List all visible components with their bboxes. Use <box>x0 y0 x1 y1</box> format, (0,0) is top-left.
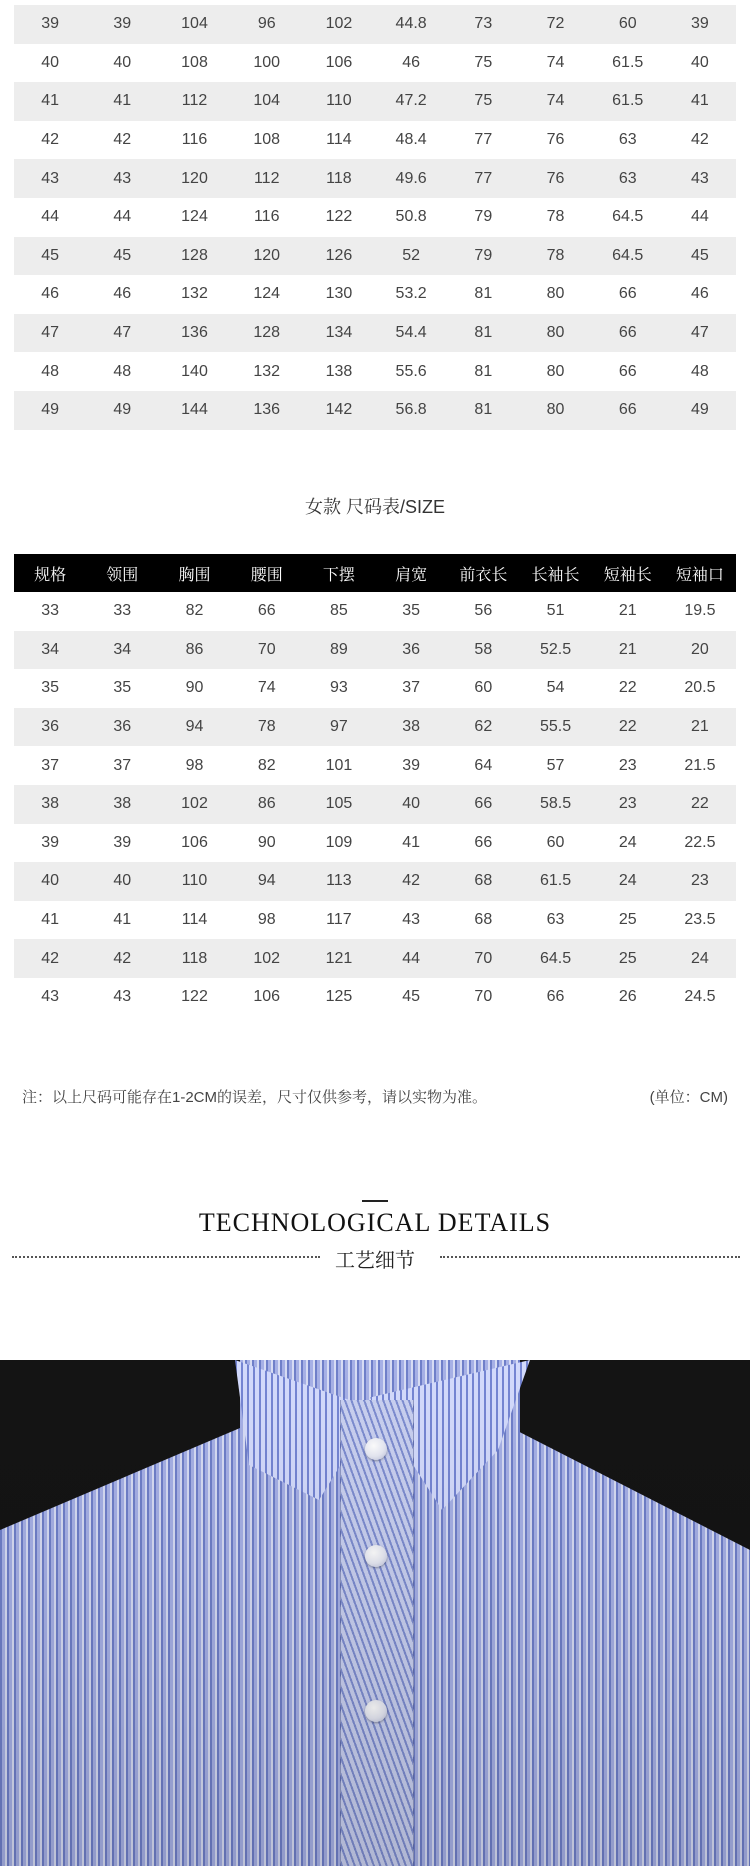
table-cell: 24 <box>618 833 637 851</box>
table-row <box>14 275 736 314</box>
table-cell: 34 <box>41 640 59 658</box>
table-cell: 125 <box>325 988 353 1006</box>
table-cell: 24.5 <box>684 988 716 1006</box>
table-cell: 73 <box>474 15 493 33</box>
table-cell: 116 <box>181 131 208 149</box>
table-cell: 49 <box>113 401 132 419</box>
table-cell: 60 <box>474 679 493 697</box>
table-cell: 96 <box>257 15 276 33</box>
header-cell: 短袖口 <box>675 566 724 584</box>
table-cell: 48 <box>691 362 709 380</box>
table-cell: 116 <box>253 208 280 226</box>
table-cell: 48.4 <box>395 131 427 149</box>
table-cell: 128 <box>253 324 281 342</box>
size-note: 注：以上尺码可能存在1-2CM的误差，尺寸仅供参考，请以实物为准。 <box>22 1089 488 1106</box>
header-cell: 短袖长 <box>603 566 652 584</box>
table-cell: 41 <box>691 92 709 110</box>
table-cell: 40 <box>691 53 709 71</box>
table-cell: 104 <box>253 92 281 110</box>
table-cell: 46 <box>402 53 421 71</box>
table-cell: 46 <box>113 285 132 303</box>
table-cell: 66 <box>474 833 493 851</box>
table-row <box>14 824 736 863</box>
table-cell: 39 <box>113 833 132 851</box>
table-cell: 61.5 <box>539 872 572 890</box>
details-title: TECHNOLOGICAL DETAILS <box>198 1208 552 1237</box>
table-cell: 44 <box>402 949 421 967</box>
header-cell: 下摆 <box>322 566 355 584</box>
table-cell: 78 <box>546 246 565 264</box>
table-cell: 38 <box>41 795 59 813</box>
header-cell: 腰围 <box>250 566 283 584</box>
table-cell: 42 <box>402 872 421 890</box>
table-cell: 39 <box>113 15 132 33</box>
men-size-table <box>14 5 736 430</box>
title-dash <box>362 1200 388 1202</box>
table-cell: 43 <box>691 169 709 187</box>
table-cell: 55.6 <box>395 362 427 380</box>
table-cell: 121 <box>325 949 353 967</box>
table-cell: 136 <box>181 324 208 342</box>
table-cell: 37 <box>402 679 421 697</box>
table-row <box>14 669 736 708</box>
table-cell: 106 <box>181 833 208 851</box>
table-cell: 45 <box>402 988 421 1006</box>
table-row <box>14 159 736 198</box>
table-cell: 43 <box>41 988 59 1006</box>
table-cell: 44 <box>691 208 709 226</box>
table-cell: 86 <box>185 640 204 658</box>
header-cell: 前衣长 <box>459 566 508 584</box>
unit-label: (单位：CM) <box>649 1089 728 1106</box>
table-cell: 20 <box>691 640 709 658</box>
table-row <box>14 978 736 1017</box>
table-cell: 39 <box>402 756 421 774</box>
table-cell: 64.5 <box>612 208 644 226</box>
table-row <box>14 82 736 121</box>
table-cell: 140 <box>181 362 208 380</box>
table-cell: 45 <box>41 246 59 264</box>
table-cell: 97 <box>330 718 348 736</box>
table-cell: 120 <box>181 169 208 187</box>
table-cell: 54 <box>546 679 565 697</box>
table-cell: 76 <box>546 131 565 149</box>
table-cell: 22 <box>618 679 637 697</box>
table-cell: 35 <box>113 679 132 697</box>
table-cell: 63 <box>546 911 565 929</box>
table-cell: 132 <box>253 362 281 380</box>
table-cell: 47 <box>691 324 709 342</box>
table-cell: 101 <box>325 756 353 774</box>
women-size-table <box>14 554 736 1017</box>
table-cell: 124 <box>253 285 281 303</box>
table-row <box>14 352 736 391</box>
table-cell: 113 <box>326 872 352 890</box>
table-cell: 66 <box>474 795 493 813</box>
table-cell: 98 <box>185 756 204 774</box>
header-cell: 肩宽 <box>395 566 428 584</box>
table-cell: 81 <box>474 324 493 342</box>
table-cell: 112 <box>181 92 208 110</box>
table-cell: 82 <box>185 602 204 620</box>
table-cell: 33 <box>41 602 59 620</box>
table-cell: 25 <box>618 911 637 929</box>
table-cell: 44 <box>41 208 59 226</box>
table-cell: 102 <box>253 949 281 967</box>
table-cell: 46 <box>41 285 59 303</box>
table-cell: 68 <box>474 911 493 929</box>
table-cell: 43 <box>402 911 421 929</box>
header-cell: 长袖长 <box>531 566 580 584</box>
table-cell: 61.5 <box>612 92 644 110</box>
table-cell: 124 <box>181 208 208 226</box>
table-cell: 79 <box>474 208 493 226</box>
table-cell: 81 <box>474 401 493 419</box>
photo-shading <box>0 1360 750 1866</box>
table-cell: 42 <box>113 949 132 967</box>
table-row <box>14 198 736 237</box>
table-cell: 51 <box>546 602 565 620</box>
table-cell: 89 <box>330 640 348 658</box>
table-cell: 74 <box>546 53 565 71</box>
table-cell: 60 <box>618 15 637 33</box>
table-cell: 82 <box>257 756 276 774</box>
table-cell: 66 <box>618 362 637 380</box>
table-row <box>14 592 736 631</box>
table-row <box>14 862 736 901</box>
table-cell: 19.5 <box>684 602 716 620</box>
table-cell: 42 <box>41 131 59 149</box>
table-cell: 36 <box>402 640 421 658</box>
table-cell: 34 <box>113 640 132 658</box>
table-row <box>14 631 736 670</box>
table-cell: 114 <box>326 131 352 149</box>
table-cell: 64.5 <box>612 246 644 264</box>
table-cell: 118 <box>326 169 352 187</box>
table-cell: 20.5 <box>684 679 716 697</box>
table-cell: 66 <box>618 285 637 303</box>
table-cell: 112 <box>253 169 280 187</box>
table-cell: 42 <box>41 949 59 967</box>
table-cell: 102 <box>181 795 208 813</box>
table-cell: 109 <box>325 833 353 851</box>
table-cell: 45 <box>691 246 709 264</box>
table-cell: 40 <box>113 872 132 890</box>
table-cell: 22.5 <box>684 833 716 851</box>
table-cell: 57 <box>546 756 565 774</box>
table-cell: 130 <box>325 285 353 303</box>
table-cell: 47.2 <box>395 92 427 110</box>
table-cell: 58.5 <box>539 795 572 813</box>
table-cell: 52.5 <box>539 640 572 658</box>
table-cell: 90 <box>185 679 204 697</box>
table-header <box>14 554 736 592</box>
table-cell: 78 <box>257 718 276 736</box>
table-cell: 80 <box>546 401 565 419</box>
table-cell: 74 <box>257 679 276 697</box>
table-row <box>14 314 736 353</box>
table-cell: 66 <box>546 988 565 1006</box>
header-cell: 领围 <box>106 566 139 584</box>
table-cell: 76 <box>546 169 565 187</box>
table-cell: 78 <box>546 208 565 226</box>
table-cell: 85 <box>330 602 348 620</box>
table-cell: 102 <box>325 15 353 33</box>
table-cell: 114 <box>181 911 208 929</box>
table-cell: 24 <box>691 949 709 967</box>
table-cell: 36 <box>41 718 59 736</box>
table-cell: 62 <box>474 718 493 736</box>
table-cell: 55.5 <box>539 718 572 736</box>
table-cell: 41 <box>402 833 421 851</box>
table-cell: 39 <box>691 15 709 33</box>
table-cell: 126 <box>325 246 353 264</box>
table-cell: 66 <box>618 324 637 342</box>
table-cell: 22 <box>691 795 709 813</box>
table-cell: 105 <box>325 795 353 813</box>
table-cell: 24 <box>618 872 637 890</box>
table-cell: 39 <box>41 833 59 851</box>
table-cell: 117 <box>326 911 352 929</box>
table-cell: 22 <box>618 718 637 736</box>
table-cell: 68 <box>474 872 493 890</box>
table-cell: 120 <box>253 246 281 264</box>
table-cell: 41 <box>113 92 132 110</box>
table-cell: 54.4 <box>395 324 427 342</box>
table-cell: 70 <box>257 640 276 658</box>
table-cell: 77 <box>474 169 493 187</box>
table-cell: 106 <box>325 53 353 71</box>
table-row <box>14 121 736 160</box>
table-cell: 53.2 <box>395 285 427 303</box>
table-cell: 49 <box>691 401 709 419</box>
table-cell: 26 <box>618 988 637 1006</box>
table-cell: 56 <box>474 602 493 620</box>
table-cell: 66 <box>618 401 637 419</box>
table-cell: 100 <box>253 53 281 71</box>
table-cell: 142 <box>325 401 353 419</box>
table-cell: 77 <box>474 131 493 149</box>
table-cell: 75 <box>474 92 493 110</box>
table-cell: 64.5 <box>539 949 572 967</box>
table-cell: 132 <box>181 285 208 303</box>
table-cell: 21 <box>691 718 709 736</box>
table-cell: 43 <box>113 988 132 1006</box>
table-cell: 81 <box>474 362 493 380</box>
table-cell: 49 <box>41 401 59 419</box>
table-cell: 38 <box>402 718 421 736</box>
table-cell: 21 <box>618 640 637 658</box>
table-cell: 47 <box>113 324 132 342</box>
table-cell: 138 <box>325 362 353 380</box>
table-cell: 37 <box>113 756 132 774</box>
table-cell: 41 <box>41 92 59 110</box>
table-cell: 40 <box>41 872 59 890</box>
table-row <box>14 44 736 83</box>
table-row <box>14 939 736 978</box>
table-cell: 64 <box>474 756 493 774</box>
table-cell: 61.5 <box>612 53 644 71</box>
table-cell: 23 <box>618 756 637 774</box>
table-cell: 38 <box>113 795 132 813</box>
table-cell: 42 <box>691 131 709 149</box>
table-cell: 45 <box>113 246 132 264</box>
table-cell: 80 <box>546 285 565 303</box>
table-cell: 56.8 <box>395 401 427 419</box>
table-cell: 23.5 <box>684 911 716 929</box>
table-cell: 41 <box>113 911 132 929</box>
table-cell: 86 <box>257 795 276 813</box>
details-subtitle: 工艺细节 <box>335 1250 415 1272</box>
table-cell: 60 <box>546 833 565 851</box>
table-cell: 80 <box>546 362 565 380</box>
table-cell: 40 <box>402 795 421 813</box>
table-row <box>14 746 736 785</box>
table-cell: 43 <box>41 169 59 187</box>
table-cell: 108 <box>253 131 281 149</box>
table-cell: 23 <box>691 872 709 890</box>
table-cell: 63 <box>618 131 637 149</box>
table-cell: 134 <box>325 324 353 342</box>
table-cell: 50.8 <box>395 208 427 226</box>
table-cell: 58 <box>474 640 493 658</box>
table-cell: 122 <box>325 208 353 226</box>
table-cell: 37 <box>41 756 59 774</box>
table-cell: 48 <box>41 362 59 380</box>
table-row <box>14 901 736 940</box>
table-cell: 23 <box>618 795 637 813</box>
table-cell: 110 <box>181 872 208 890</box>
table-cell: 90 <box>257 833 276 851</box>
table-cell: 47 <box>41 324 59 342</box>
table-cell: 42 <box>113 131 132 149</box>
table-cell: 36 <box>113 718 132 736</box>
table-cell: 106 <box>253 988 281 1006</box>
table-cell: 33 <box>113 602 132 620</box>
table-cell: 144 <box>181 401 208 419</box>
table-cell: 40 <box>41 53 59 71</box>
table-row <box>14 237 736 276</box>
table-cell: 110 <box>326 92 352 110</box>
table-cell: 52 <box>402 246 421 264</box>
table-row <box>14 785 736 824</box>
table-cell: 74 <box>546 92 565 110</box>
table-cell: 70 <box>474 988 493 1006</box>
table-cell: 63 <box>618 169 637 187</box>
table-cell: 25 <box>618 949 637 967</box>
table-cell: 75 <box>474 53 493 71</box>
table-cell: 70 <box>474 949 493 967</box>
table-row <box>14 708 736 747</box>
table-cell: 40 <box>113 53 132 71</box>
table-cell: 35 <box>41 679 59 697</box>
table-cell: 66 <box>257 602 276 620</box>
table-cell: 81 <box>474 285 493 303</box>
table-cell: 93 <box>330 679 348 697</box>
table-cell: 46 <box>691 285 709 303</box>
table-cell: 104 <box>181 15 208 33</box>
table-cell: 94 <box>185 718 204 736</box>
table-cell: 43 <box>113 169 132 187</box>
table-row <box>14 5 736 44</box>
table-cell: 44 <box>113 208 132 226</box>
table-cell: 49.6 <box>395 169 427 187</box>
table-cell: 122 <box>181 988 208 1006</box>
table-cell: 118 <box>181 949 208 967</box>
table-cell: 72 <box>546 15 565 33</box>
table-cell: 39 <box>41 15 59 33</box>
header-cell: 胸围 <box>178 566 211 584</box>
header-cell: 规格 <box>34 566 67 584</box>
table-cell: 108 <box>181 53 208 71</box>
table-cell: 136 <box>253 401 281 419</box>
table-cell: 41 <box>41 911 59 929</box>
table-cell: 79 <box>474 246 493 264</box>
table-cell: 44.8 <box>395 15 427 33</box>
table-cell: 80 <box>546 324 565 342</box>
table-cell: 21 <box>618 602 637 620</box>
table-cell: 94 <box>257 872 276 890</box>
table-row <box>14 391 736 430</box>
table-cell: 48 <box>113 362 132 380</box>
table-cell: 35 <box>402 602 421 620</box>
table-cell: 21.5 <box>684 756 716 774</box>
table-cell: 98 <box>257 911 276 929</box>
shirt-detail-photo <box>0 1360 750 1866</box>
women-size-title: 女款 尺码表/SIZE <box>304 497 445 517</box>
table-cell: 128 <box>181 246 208 264</box>
